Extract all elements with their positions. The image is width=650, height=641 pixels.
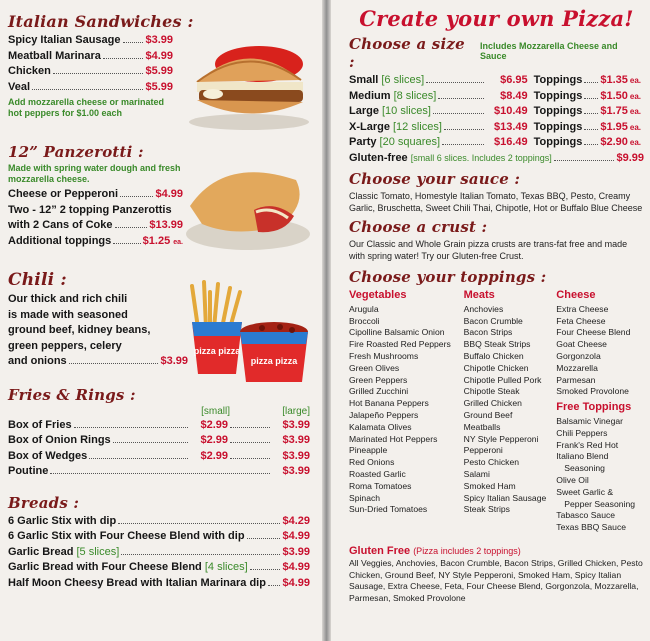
- topping-item: Fire Roasted Red Peppers: [349, 339, 451, 350]
- breads-title: Breads :: [8, 493, 80, 512]
- toppings-title: Choose your toppings :: [349, 268, 547, 286]
- topping-item: Spicy Italian Sausage: [463, 492, 547, 503]
- topping-item: Chipotle Chicken: [463, 362, 529, 373]
- menu-item: Meatball Marinara $4.99: [8, 49, 173, 62]
- topping-item: Red Onions: [349, 457, 395, 468]
- topping-item: Jalapeño Peppers: [349, 409, 419, 420]
- topping-item: Chili Peppers: [556, 427, 608, 438]
- chili-desc-line: ground beef, kidney beans,: [8, 324, 151, 336]
- toppings-columns: [349, 290, 644, 534]
- topping-item: Green Peppers: [349, 374, 408, 385]
- sandwich-addon-note: Add mozzarella cheese or marinated hot peppers for $1.00 each: [8, 97, 165, 118]
- panzerotti-note: Made with spring water dough and fresh mozzarella cheese.: [8, 163, 181, 184]
- crust-title: Choose a crust :: [349, 218, 488, 236]
- topping-item: Tabasco Sauce: [556, 510, 616, 521]
- topping-item: Italiano Blend: [556, 451, 609, 462]
- vegetables-column: Vegetables Arugula Broccoli Cipolline Balsamic Onion Fire Roasted Red Peppers Fresh Mushrooms Green Olives Green Peppers Grilled Zucchini Hot Banana Peppers Jalapeño Peppers Kalamata Olives Marinated Hot Peppers Pineapple Red Onions Roasted Garlic Roma Tomatoes Spinach Sun-Dried Tomatoes: [349, 290, 464, 534]
- size-title: Choose a size :: [349, 35, 465, 71]
- topping-item: Marinated Hot Peppers: [349, 433, 438, 444]
- menu-item: Veal $5.99: [8, 80, 173, 93]
- sauce-text: Classic Tomato, Homestyle Italian Tomato, Texas BBQ, Pesto, Creamy Garlic, Bruschetta, Sweet Chili Thai, Chipotle, Hot or Buffalo Blue Cheese: [349, 191, 643, 213]
- size-columns-header: [small] [large]: [201, 405, 310, 417]
- gluten-free-sub: (Pizza includes 2 toppings): [413, 545, 521, 556]
- sandwiches-header: [8, 12, 314, 31]
- create-pizza-title: Create your own Pizza!: [359, 6, 634, 31]
- topping-item: Pepper Seasoning: [564, 498, 636, 509]
- topping-item: Ground Beef: [463, 409, 513, 420]
- topping-item: BBQ Steak Strips: [463, 339, 531, 350]
- topping-item: Chipotle Pulled Pork: [463, 374, 542, 385]
- chili-desc-line: green peppers, celery: [8, 339, 122, 352]
- menu-item: 6 Garlic Stix with dip $4.29: [8, 514, 310, 527]
- topping-item: Gorgonzola: [556, 350, 601, 361]
- menu-item: Two - 12” 2 topping Panzerottis: [8, 203, 172, 216]
- topping-item: Pepperoni: [463, 445, 503, 456]
- right-menu-panel: [331, 0, 650, 641]
- topping-item: Sweet Garlic &: [556, 486, 614, 497]
- gluten-free-section: [349, 544, 644, 604]
- crust-text: Our Classic and Whole Grain pizza crusts are trans-fat free and made with spring water! Try our Gluten-free Crust.: [349, 239, 628, 261]
- size-row: X-Large [12 slices] $13.49 Toppings $1.95 ea.: [349, 120, 641, 133]
- gluten-free-text: All Veggies, Anchovies, Bacon Crumble, Bacon Strips, Grilled Chicken, Pesto Chicken, Ground Beef, NY Style Pepperoni, Smoked Ham, Spicy Italian Sausage, Extra Cheese, Feta, Four Cheese Blend, Gorgonzola, Mozzarella, Parmesan, Smoked Provolone: [349, 557, 643, 603]
- menu-item: Half Moon Cheesy Bread with Italian Marinara dip $4.99: [8, 576, 310, 589]
- topping-item: Pesto Chicken: [463, 457, 520, 468]
- topping-item: Spinach: [349, 492, 381, 503]
- chili-desc-line: is made with seasoned: [8, 308, 128, 321]
- cup-logo-text-2: pizza pizza: [250, 356, 298, 366]
- topping-item: Seasoning: [564, 463, 605, 474]
- topping-item: Goat Cheese: [556, 339, 607, 350]
- fries-title: Fries & Rings :: [8, 385, 136, 404]
- sandwiches-title: Italian Sandwiches :: [8, 12, 194, 31]
- menu-item: Box of Wedges $2.99 $3.99: [8, 449, 310, 462]
- topping-item: Bacon Strips: [463, 327, 513, 338]
- menu-item: Additional toppings $1.25 ea.: [8, 234, 183, 247]
- topping-item: Extra Cheese: [556, 303, 609, 314]
- menu-item: Garlic Bread [5 slices] $3.99: [8, 545, 310, 558]
- toppings-header: [349, 268, 644, 286]
- topping-item: Steak Strips: [463, 504, 510, 515]
- sauce-header: [349, 170, 644, 188]
- topping-item: Green Olives: [349, 362, 400, 373]
- meats-column: Meats Anchovies Bacon Crumble Bacon Strips BBQ Steak Strips Buffalo Chicken Chipotle Chicken Chipotle Pulled Pork Chipotle Steak Grilled Chicken Ground Beef Meatballs NY Style Pepperoni Pepperoni Pesto Chicken Salami Smoked Ham Spicy Italian Sausage Steak Strips: [464, 290, 557, 534]
- topping-item: Four Cheese Blend: [556, 327, 631, 338]
- topping-item: Cipolline Balsamic Onion: [349, 327, 445, 338]
- gluten-free-size-row: Gluten-free [small 6 slices. Includes 2 toppings] $9.99: [349, 151, 644, 164]
- topping-item: Sun-Dried Tomatoes: [349, 504, 428, 515]
- size-row: Party [20 squares] $16.49 Toppings $2.90 ea.: [349, 136, 641, 148]
- fries-chili-image: [188, 278, 316, 390]
- size-header: [349, 35, 644, 71]
- page-fold: [322, 0, 331, 641]
- topping-item: Roma Tomatoes: [349, 480, 412, 491]
- topping-item: Broccoli: [349, 315, 380, 326]
- menu-item: Chicken $5.99: [8, 65, 173, 77]
- chili-title: Chili :: [8, 270, 67, 290]
- panzerotti-header: [8, 143, 314, 161]
- size-row: Large [10 slices] $10.49 Toppings $1.75 ea.: [349, 105, 641, 117]
- topping-item: Fresh Mushrooms: [349, 350, 419, 361]
- size-note: Includes Mozzarella Cheese and Sauce: [480, 41, 618, 61]
- topping-item: Roasted Garlic: [349, 468, 406, 479]
- topping-item: Grilled Chicken: [463, 398, 522, 409]
- sandwich-image: [185, 34, 313, 132]
- menu-item: Spicy Italian Sausage $3.99: [8, 34, 173, 46]
- topping-item: Arugula: [349, 303, 379, 314]
- menu-item: Box of Fries $2.99 $3.99: [8, 418, 310, 431]
- gluten-free-head: Gluten Free: [349, 544, 411, 557]
- size-row: Small [6 slices] $6.95 Toppings $1.35 ea.: [349, 74, 641, 86]
- menu-item: Poutine $3.99: [8, 465, 310, 477]
- panzerotti-title: 12” Panzerotti :: [8, 143, 144, 161]
- topping-item: Meatballs: [463, 421, 501, 432]
- menu-item: Garlic Bread with Four Cheese Blend [4 slices] $4.99: [8, 561, 310, 573]
- menu-item: and onions $3.99: [8, 355, 188, 367]
- crust-header: [349, 218, 644, 236]
- cup-logo-text: pizza pizza: [193, 346, 241, 356]
- topping-item: Texas BBQ Sauce: [556, 522, 627, 533]
- topping-item: NY Style Pepperoni: [463, 433, 539, 444]
- cheese-column: Cheese Extra Cheese Feta Cheese Four Cheese Blend Goat Cheese Gorgonzola Mozzarella Parmesan Smoked Provolone Free Toppings Balsamic Vinegar Chili Peppers Frank's Red Hot Italiano Blend Seasoning Olive Oil Sweet Garlic & Pepper Seasoning Tabasco Sauce Texas BBQ Sauce: [556, 290, 644, 534]
- left-menu-panel: [0, 0, 322, 641]
- topping-item: Balsamic Vinegar: [556, 415, 624, 426]
- topping-item: Parmesan: [556, 374, 596, 385]
- menu-item: Box of Onion Rings $2.99 $3.99: [8, 434, 310, 446]
- topping-item: Frank's Red Hot: [556, 439, 619, 450]
- topping-item: Buffalo Chicken: [463, 350, 524, 361]
- breads-header: [8, 494, 314, 512]
- topping-item: Smoked Provolone: [556, 386, 629, 397]
- topping-item: Salami: [463, 468, 490, 479]
- topping-item: Bacon Crumble: [463, 315, 523, 326]
- topping-item: Mozzarella: [556, 362, 598, 373]
- topping-item: Chipotle Steak: [463, 386, 520, 397]
- menu-item: with 2 Cans of Coke $13.99: [8, 219, 183, 231]
- topping-item: Feta Cheese: [556, 315, 606, 326]
- menu-item: 6 Garlic Stix with Four Cheese Blend with dip $4.99: [8, 530, 310, 542]
- size-row: Medium [8 slices] $8.49 Toppings $1.50 ea.: [349, 89, 641, 102]
- sauce-title: Choose your sauce :: [349, 170, 521, 188]
- menu-item: Cheese or Pepperoni $4.99: [8, 188, 183, 200]
- topping-item: Anchovies: [463, 303, 504, 314]
- chili-desc-line: Our thick and rich chili: [8, 293, 128, 305]
- topping-item: Hot Banana Peppers: [349, 398, 429, 409]
- topping-item: Kalamata Olives: [349, 421, 412, 432]
- topping-item: Grilled Zucchini: [349, 386, 409, 397]
- panzerotti-image: [184, 160, 312, 252]
- topping-item: Olive Oil: [556, 474, 589, 485]
- topping-item: Smoked Ham: [463, 480, 516, 491]
- topping-item: Pineapple: [349, 445, 388, 456]
